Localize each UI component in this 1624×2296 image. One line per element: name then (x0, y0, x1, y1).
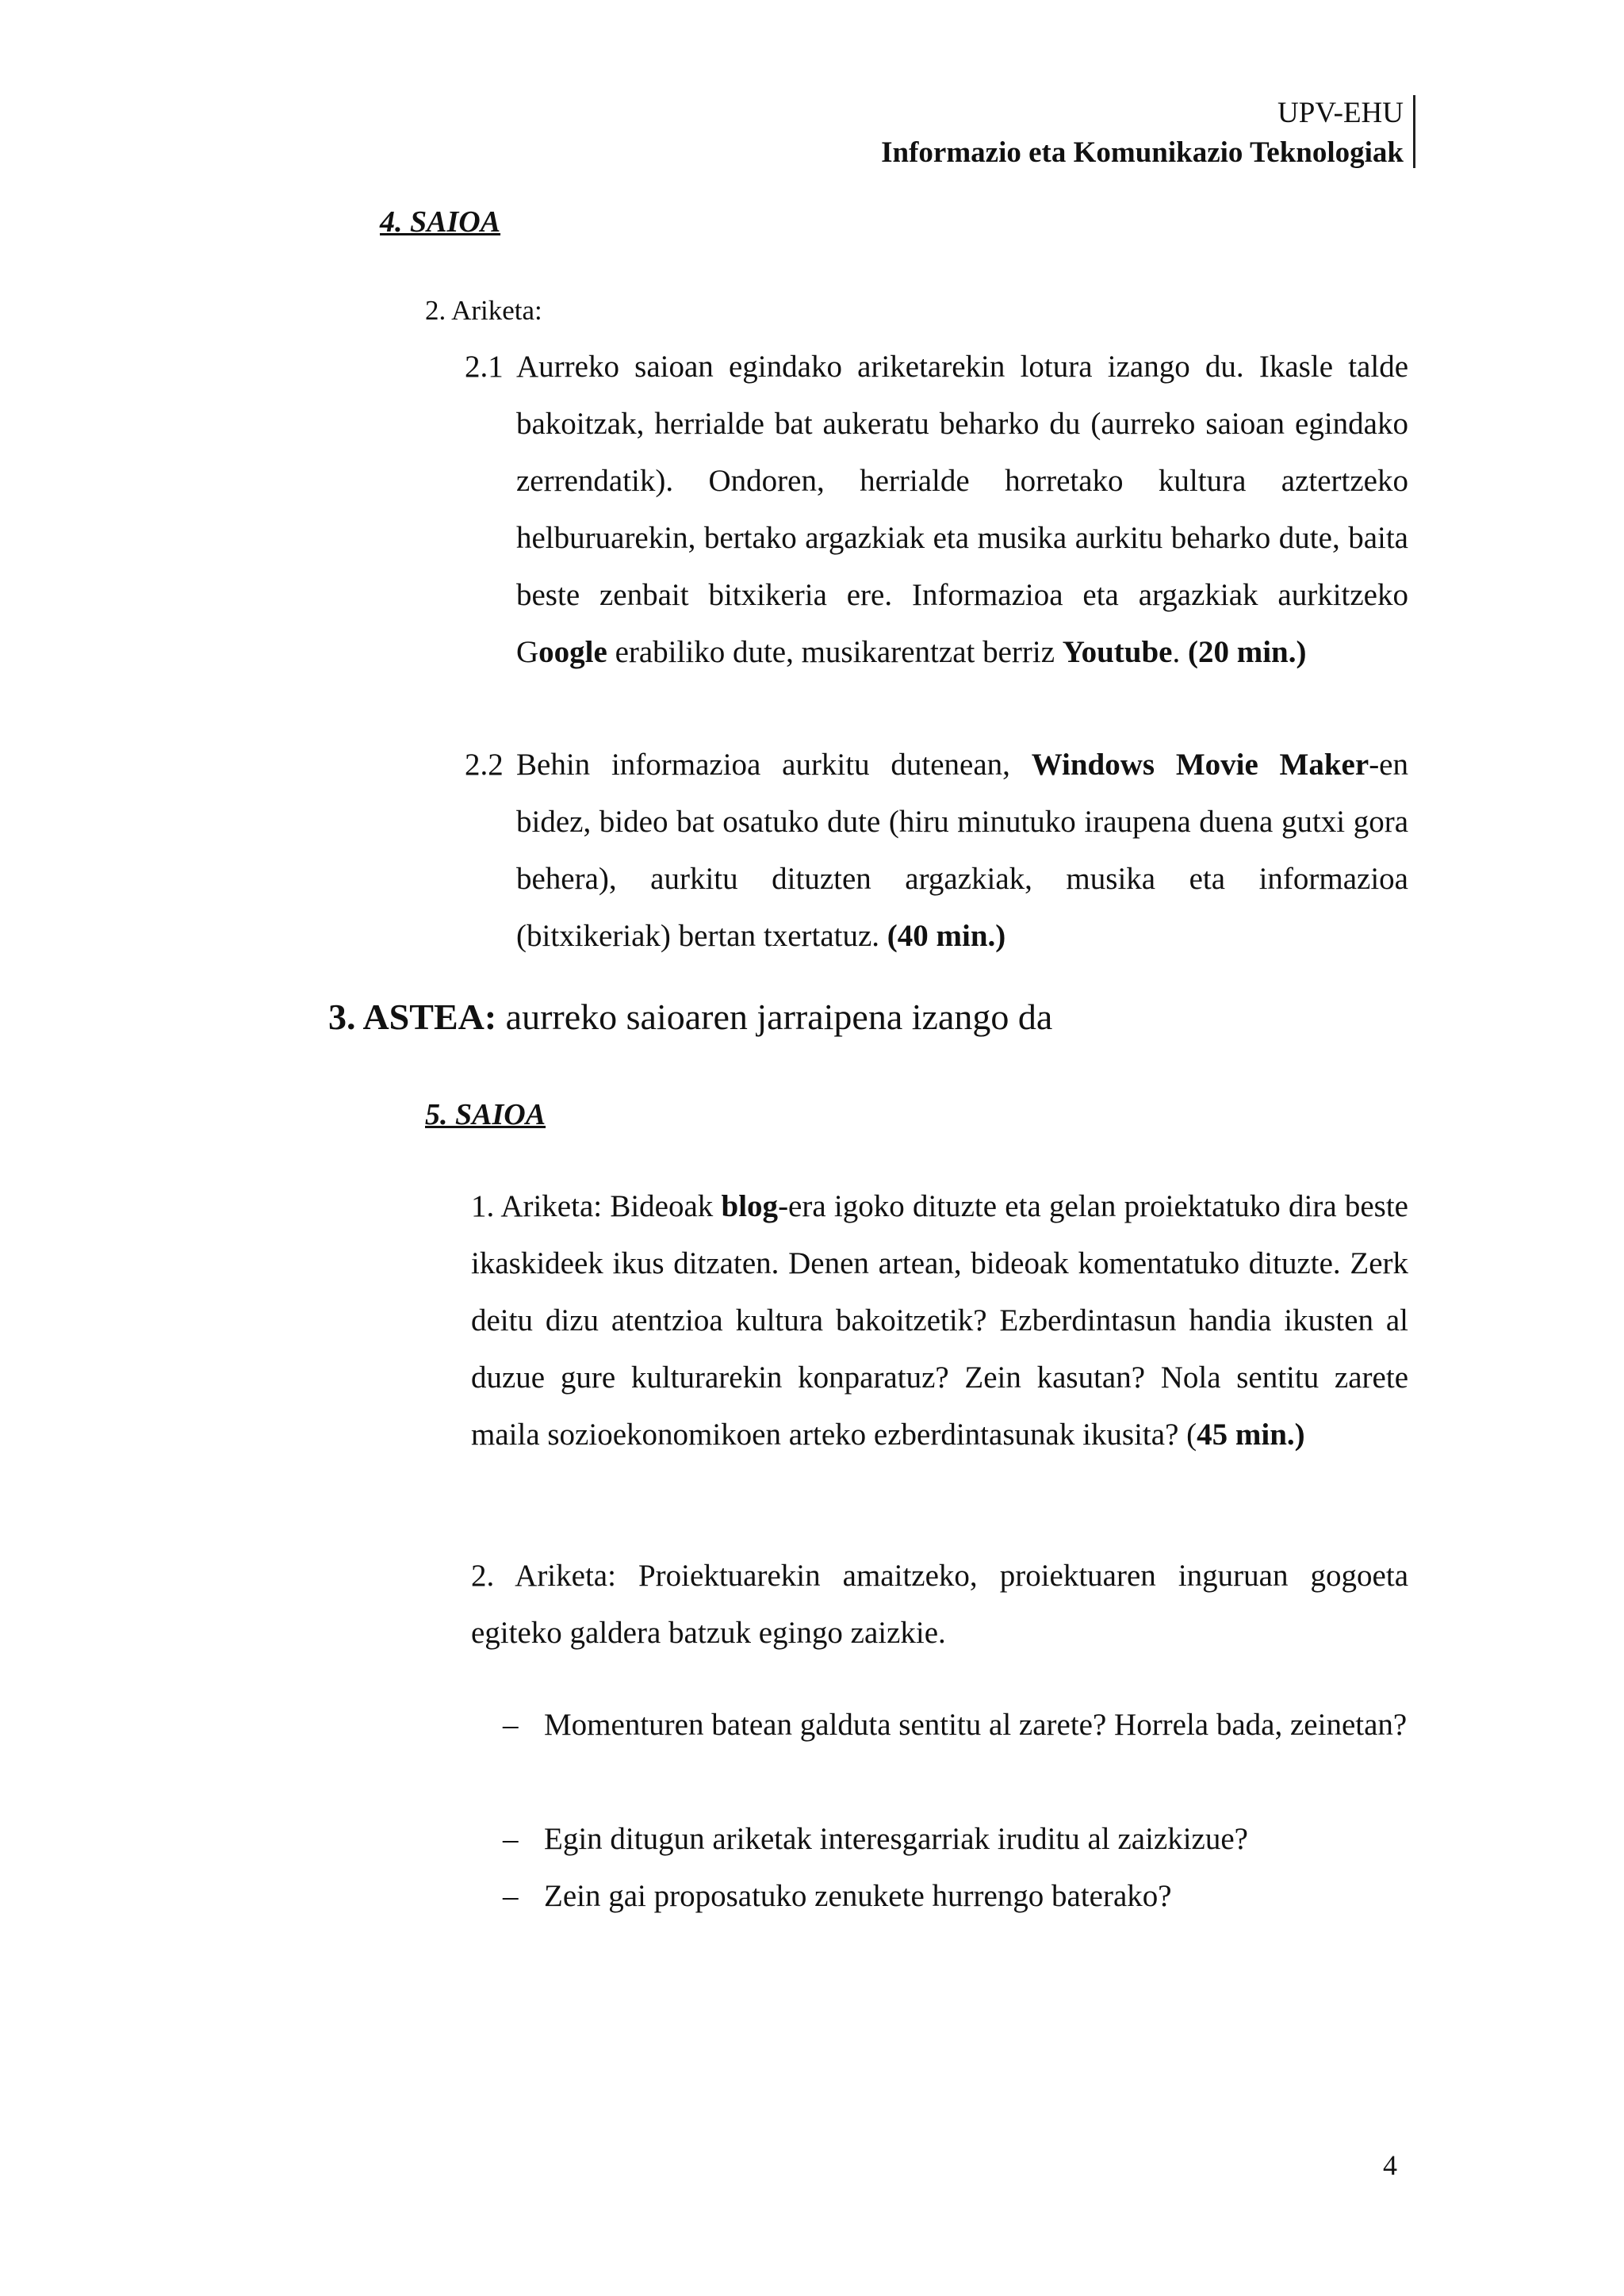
session-4-exercise-label: 2. Ariketa: (425, 295, 542, 326)
dash-bullet: – (503, 1879, 519, 1913)
item-2-1-text-c: . (1172, 635, 1188, 669)
week-3-heading (328, 996, 1052, 1038)
item-2-1-text-a: Aurreko saioan egindako ariketarekin lotura izango du. Ikasle talde bakoitzak, herrialde bat aukeratu beharko du (aurreko saioan egindako zerrendatik). Ondoren, herrialde horretako kultura aztertzeko helburuarekin, bertako argazkiak eta musika aurkitu beharko dute, baita beste zenbait bitxikeria ere. Informazioa eta argazkiak aurkitzeko G (516, 350, 1408, 669)
item-2-2-time: (40 min.) (887, 919, 1006, 953)
item-2-2-wmm: Windows Movie Maker (1031, 748, 1369, 782)
item-2-1-text (516, 339, 1408, 681)
header-rule (1413, 95, 1415, 168)
item-2-2-number: 2.2 (465, 748, 504, 782)
question-item: Momenturen batean galduta sentitu al zarete? Horrela bada, zeinetan? (544, 1708, 1408, 1742)
week-3-text: aurreko saioaren jarraipena izango da (496, 997, 1053, 1037)
session-4-title: 4. SAIOA (380, 205, 501, 239)
item-2-1-google: oogle (538, 635, 607, 669)
week-3-label: 3. ASTEA: (328, 997, 497, 1037)
ex1-text-b: -era igoko dituzte eta gelan proiektatuko dira beste ikaskideek ikus ditzaten. Denen artean, bideoak komentatuko dituzte. Zerk deitu dizu atentzioa kultura bakoitzetik? Ezberdintasun handia ikusten al duzue gure kulturarekin konparatuz? Zein kasutan? Nola sentitu zarete maila sozioekonomikoen arteko ezberdintasunak ikusita? ( (471, 1189, 1408, 1452)
item-2-1-number: 2.1 (465, 350, 504, 384)
item-2-2-text-b: -en bidez, bideo bat osatuko dute (hiru minutuko iraupena duena gutxi gora behera), aurkitu dituzten argazkiak, musika eta informazioa (bitxikeriak) bertan txertatuz. (516, 748, 1408, 953)
item-2-2-text (516, 737, 1408, 965)
dash-bullet: – (503, 1822, 519, 1856)
question-item: Egin ditugun ariketak interesgarriak iruditu al zaizkizue? (544, 1822, 1248, 1856)
item-2-1-text-b: erabiliko dute, musikarentzat berriz (607, 635, 1063, 669)
ex1-time: 45 min.) (1197, 1418, 1305, 1452)
item-2-2-text-a: Behin informazioa aurkitu dutenean, (516, 748, 1032, 782)
page-header (881, 94, 1404, 173)
header-university: UPV-EHU (1277, 97, 1404, 129)
ex1-text-a: 1. Ariketa: Bideoak (471, 1189, 722, 1223)
header-department: Informazio eta Komunikazio Teknologiak (881, 136, 1404, 169)
item-2-1-youtube: Youtube (1062, 635, 1173, 669)
question-item: Zein gai proposatuko zenukete hurrengo baterako? (544, 1879, 1172, 1913)
dash-bullet: – (503, 1708, 519, 1742)
item-2-1-time: (20 min.) (1187, 635, 1307, 669)
ex1-blog: blog (721, 1189, 779, 1223)
session-5-exercise-2: 2. Ariketa: Proiektuarekin amaitzeko, proiektuaren inguruan gogoeta egiteko galdera batzuk egingo zaizkie. (471, 1559, 1408, 1650)
session-5-title: 5. SAIOA (425, 1098, 546, 1131)
page-number: 4 (1383, 2149, 1397, 2181)
session-5-exercise-1 (471, 1178, 1408, 1464)
